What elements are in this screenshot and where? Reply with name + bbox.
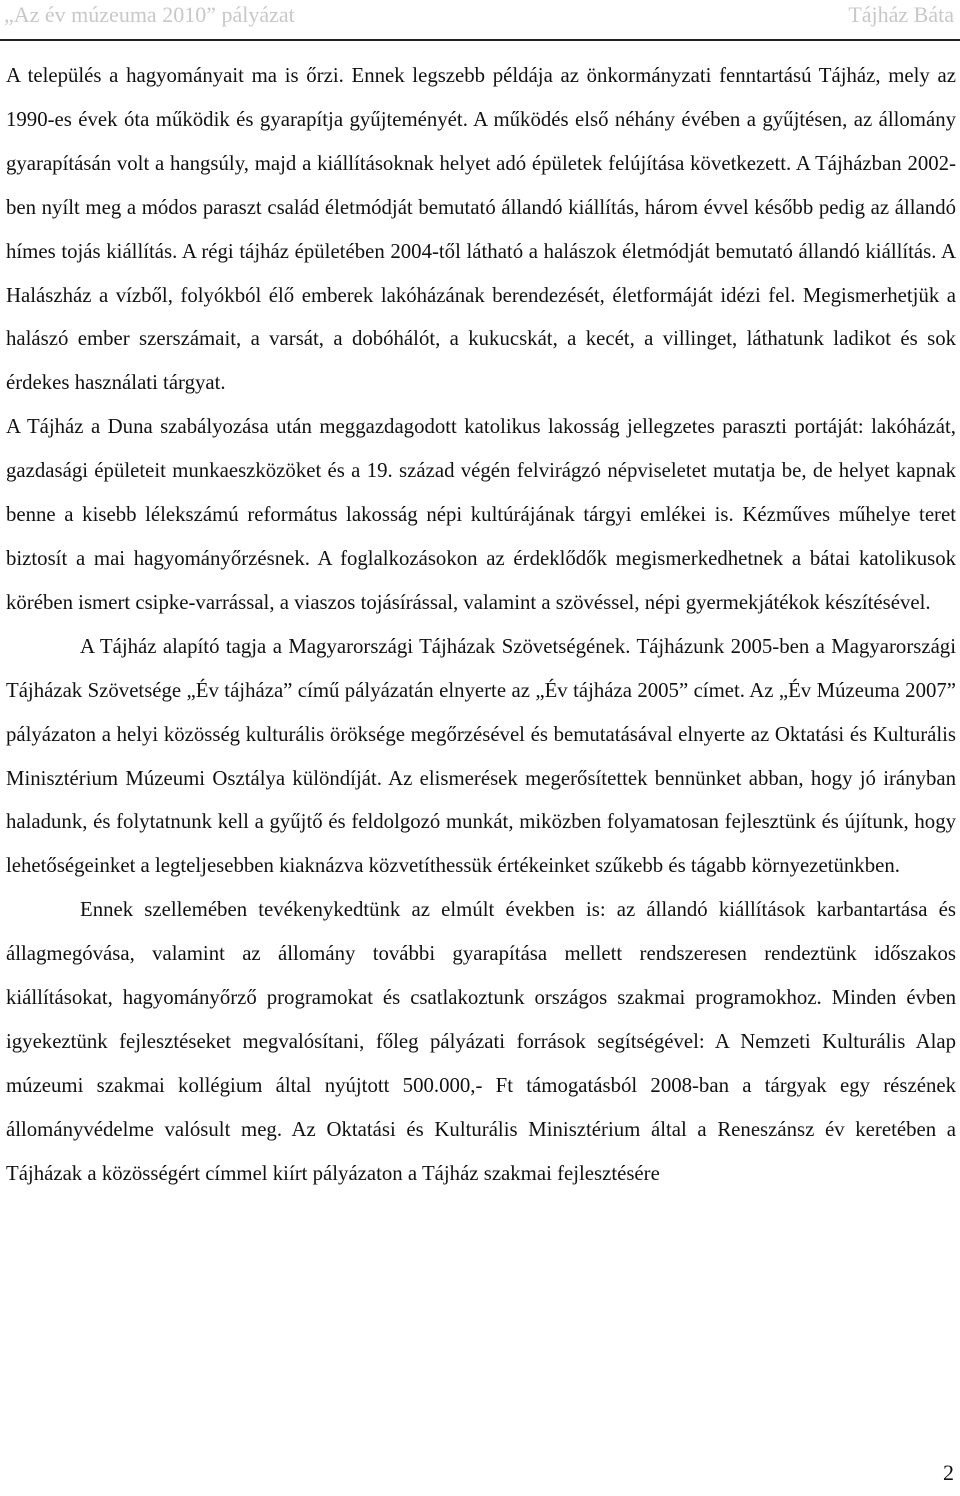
page-number: 2 xyxy=(943,1460,954,1485)
header-divider xyxy=(0,39,960,41)
paragraph-tajhaz-description: A Tájház a Duna szabályozása után meggazdagodott katolikus lakosság jellegzetes paraszti portáját: lakóházát, gazdasági épületeit munkaeszközöket és a 19. század végén felvirágzó népviseletet mutatja be, de helyet kapnak benne a kisebb lélekszámú református lakosság népi kultúrájának tárgyi emlékei is. Kézműves műhelye teret biztosít a mai hagyományőrzésnek. A foglalkozásokon az érdeklődők megismerkedhetnek a bátai katolikusok körében ismert csipke-varrással, a viaszos tojásírással, valamint a szövéssel, népi gyermekjátékok készítésével. xyxy=(6,415,956,614)
header-document-title: „Az év múzeuma 2010” pályázat xyxy=(4,2,295,27)
paragraph-village-traditions: A település a hagyományait ma is őrzi. Ennek legszebb példája az önkormányzati fenntartású Tájház, mely az 1990-es évek óta működik és gyarapítja gyűjteményét. A működés első néhány évében a gyűjtésen, az állomány gyarapításán volt a hangsúly, majd a kiállításoknak helyet adó épületek felújítása következett. A Tájházban 2002-ben nyílt meg a módos paraszt család életmódját bemutató állandó kiállítás, három évvel később pedig az állandó hímes tojás kiállítás. A régi tájház épületében 2004-től látható a halászok életmódját bemutató állandó kiállítás. A Halászház a vízből, folyókból élő emberek lakóházának berendezését, életformáját idézi fel. Megismerhetjük a halászó ember szerszámait, a varsát, a dobóhálót, a kukucskát, a kecét, a villinget, láthatunk ladikot és sok érdekes használati tárgyat. xyxy=(6,64,956,395)
header-organization: Tájház Báta xyxy=(848,2,954,27)
paragraph-awards: A Tájház alapító tagja a Magyarországi Tájházak Szövetségének. Tájházunk 2005-ben a Magyarországi Tájházak Szövetsége „Év tájháza” című pályázatán elnyerte az „Év tájháza 2005” címet. Az „Év Múzeuma 2007” pályázaton a helyi közösség kulturális öröksége megőrzésével és bemutatásával elnyerte az Oktatási és Kulturális Minisztérium Múzeumi Osztálya különdíját. Az elismerések megerősítettek bennünket abban, hogy jó irányban haladunk, és folytatnunk kell a gyűjtő és feldolgozó munkát, miközben folyamatosan fejlesztünk és újítunk, hogy lehetőségeinket a legteljesebben kiaknázva közvetíthessük értékeinket szűkebb és tágabb környezetünkben. xyxy=(6,634,956,878)
paragraph-recent-activities: Ennek szellemében tevékenykedtünk az elmúlt években is: az állandó kiállítások karbantartása és állagmegóvása, valamint az állomány további gyarapítása mellett rendszeresen rendeztünk időszakos kiállításokat, hagyományőrző programokat és csatlakoztunk országos szakmai programokhoz. Minden évben igyekeztünk fejlesztéseket megvalósítani, főleg pályázati források segítségével: A Nemzeti Kulturális Alap múzeumi szakmai kollégium által nyújtott 500.000,- Ft támogatásból 2008-ban a tárgyak egy részének állományvédelme valósult meg. Az Oktatási és Kulturális Minisztérium által a Reneszánsz év keretében a Tájházak a közösségért címmel kiírt pályázaton a Tájház szakmai fejlesztésére xyxy=(6,898,956,1185)
page-header xyxy=(0,0,960,40)
document-body xyxy=(6,54,956,1196)
